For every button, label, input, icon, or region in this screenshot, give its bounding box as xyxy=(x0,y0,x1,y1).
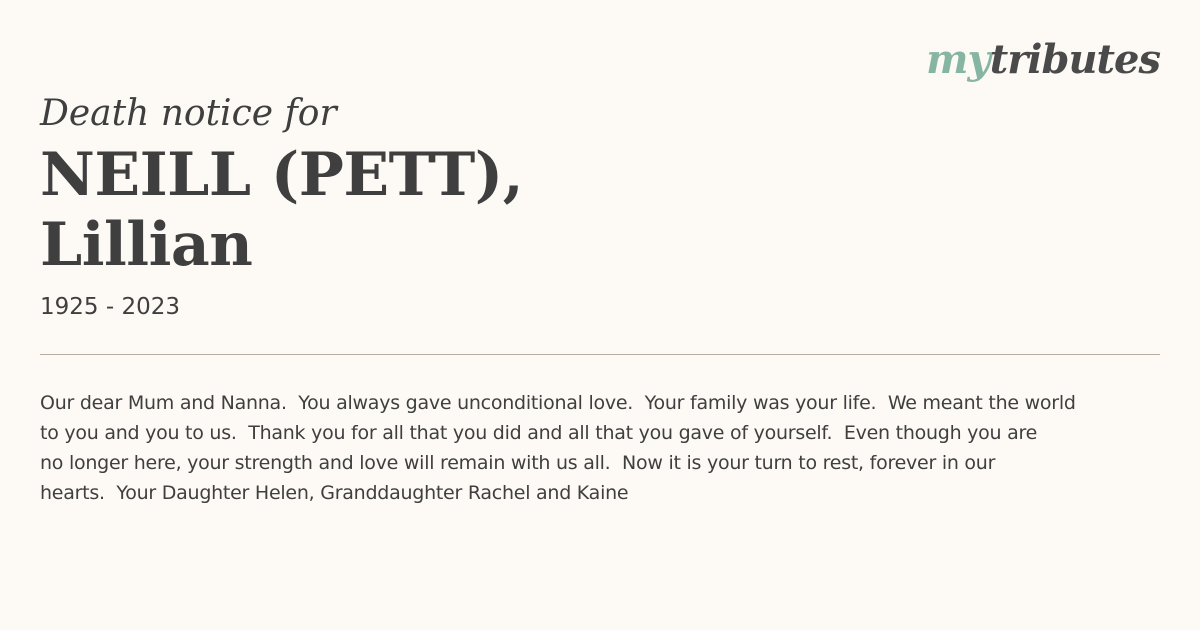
notice-kicker: Death notice for xyxy=(40,93,337,134)
message-line: Our dear Mum and Nanna. You always gave unconditional love. Your family was your life. We meant the world xyxy=(40,392,1076,414)
message-line: to you and you to us. Thank you for all that you did and all that you gave of yourself. Even though you are xyxy=(40,422,1038,444)
mytributes-logo[interactable] xyxy=(926,32,1160,88)
message-line: no longer here, your strength and love will remain with us all. Now it is your turn to rest, forever in our xyxy=(40,452,996,474)
logo-part-my: my xyxy=(926,36,990,83)
notice-message xyxy=(40,388,1150,508)
life-dates: 1925 - 2023 xyxy=(40,294,180,320)
deceased-surname: NEILL (PETT), xyxy=(40,140,524,210)
deceased-given-name: Lillian xyxy=(40,210,253,280)
logo-part-tributes: tributes xyxy=(989,36,1160,83)
deceased-name xyxy=(40,140,740,280)
message-line: hearts. Your Daughter Helen, Granddaughter Rachel and Kaine xyxy=(40,482,629,504)
divider xyxy=(40,354,1160,355)
